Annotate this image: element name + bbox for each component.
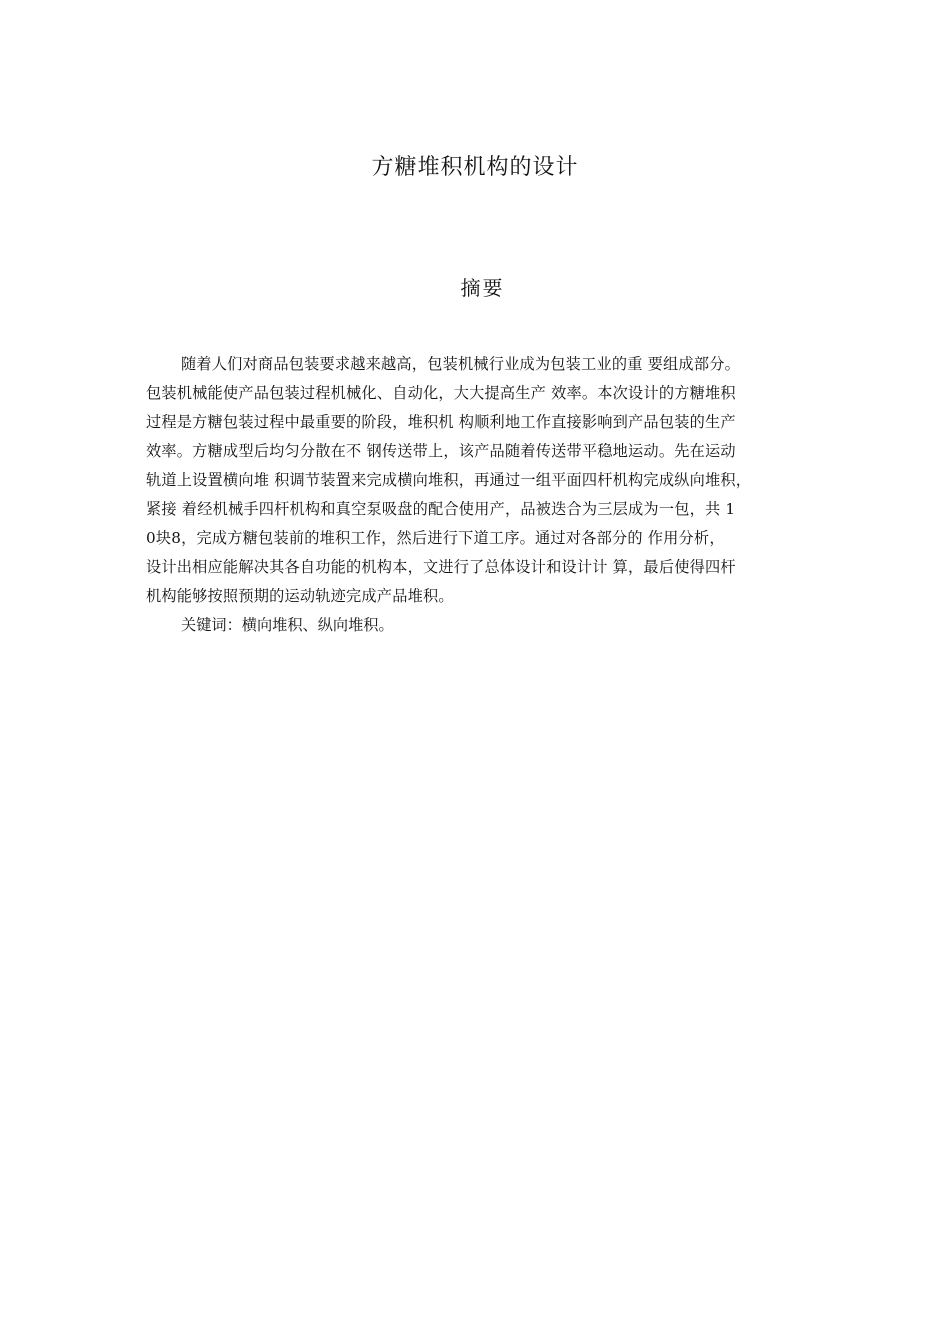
- keywords: 关键词：横向堆积、纵向堆积。: [181, 616, 394, 634]
- abstract-line: 设计出相应能解决其各自功能的机构本，文进行了总体设计和设计计 算，最后使得四杆: [146, 558, 736, 576]
- abstract-line: 随着人们对商品包装要求越来越高，包装机械行业成为包装工业的重 要组成部分。: [181, 355, 740, 373]
- abstract-line: 机构能够按照预期的运动轨迹完成产品堆积。: [146, 587, 454, 605]
- abstract-line: 过程是方糖包装过程中最重要的阶段，堆积机 构顺利地工作直接影响到产品包装的生产: [146, 413, 736, 431]
- abstract-body: [146, 350, 846, 640]
- abstract-line: 紧接 着经机械手四杆机构和真空泵吸盘的配合使用产，品被迭合为三层成为一包，共 1: [146, 500, 736, 518]
- abstract-line: 效率。方糖成型后均匀分散在不 钢传送带上，该产品随着传送带平稳地运动。先在运动: [146, 442, 736, 460]
- abstract-line: 0块8，完成方糖包装前的堆积工作，然后进行下道工序。通过对各部分的 作用分析，: [146, 529, 725, 547]
- abstract-line: 包装机械能使产品包装过程机械化、自动化，大大提高生产 效率。本次设计的方糖堆积: [146, 384, 736, 402]
- abstract-line: 轨道上设置横向堆 积调节装置来完成横向堆积，再通过一组平面四杆机构完成纵向堆积，: [146, 471, 752, 489]
- document-title: 方糖堆积机构的设计: [371, 155, 579, 180]
- abstract-heading: 摘要: [460, 276, 505, 300]
